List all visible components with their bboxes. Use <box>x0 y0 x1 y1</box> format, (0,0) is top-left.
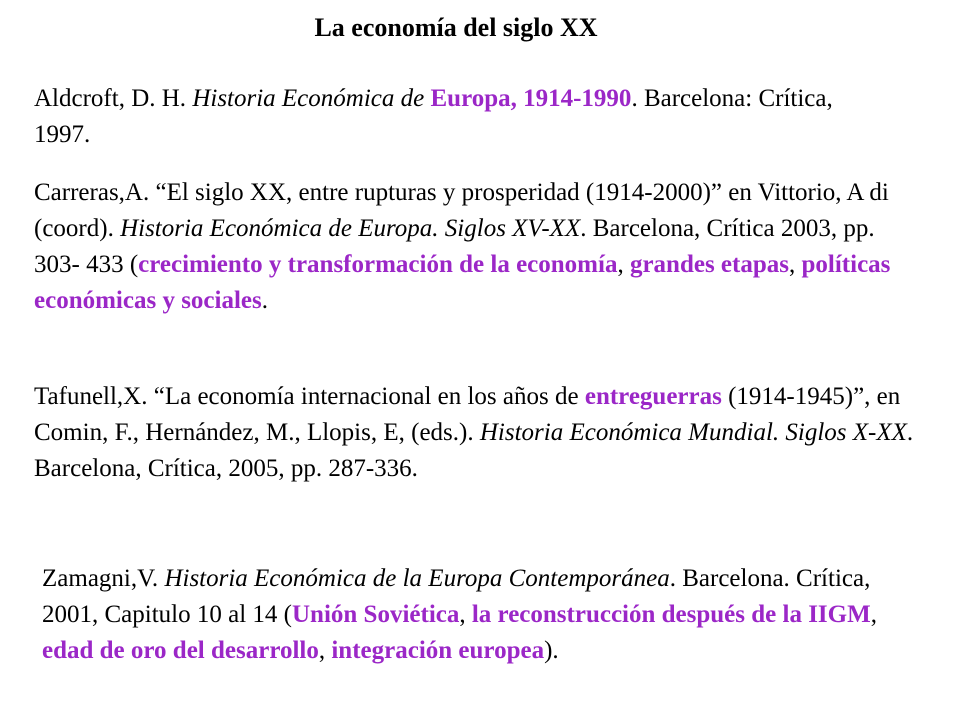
ref-topic-policies: políticas económicas y sociales <box>34 251 891 314</box>
ref-topic-stages: grandes etapas <box>629 251 789 278</box>
separator: , <box>870 601 877 628</box>
ref-book-title: Historia Económica Mundial. Siglos X-XX <box>479 419 907 446</box>
ref-highlight: Europa, 1914-1990 <box>430 85 632 112</box>
ref-book-title: Historia Económica de la Europa Contemporánea <box>164 565 670 592</box>
ref-topic-golden-age: edad de oro del desarrollo <box>42 637 319 664</box>
ref-topic-reconstruction: la reconstrucción después de la IIGM <box>471 601 871 628</box>
ref-topic-interwar: entreguerras <box>584 383 722 410</box>
ref-topic-soviet: Unión Soviética <box>291 601 460 628</box>
ref-topic-integration: integración europea <box>331 637 545 664</box>
separator: , <box>459 601 472 628</box>
ref-end: . <box>261 287 268 314</box>
separator: , <box>789 251 802 278</box>
ref-author: Tafunell,X. <box>34 383 148 410</box>
ref-publication: . Barcelona, Crítica, 2005, pp. 287-336. <box>34 419 914 482</box>
ref-author: Aldcroft, D. H. <box>34 85 187 112</box>
ref-end: ). <box>544 637 559 664</box>
ref-publication: . Barcelona: Crítica, 1997. <box>34 85 833 148</box>
ref-publication: . Barcelona. Crítica, 2001, Capitulo 10 al 14 ( <box>42 565 871 628</box>
separator: , <box>318 637 332 664</box>
reference-aldcroft <box>34 81 894 153</box>
reference-tafunell <box>34 379 914 487</box>
page-title: La economía del siglo XX <box>314 13 598 42</box>
ref-publication: . Barcelona, Crítica 2003, pp. 303- 433 ( <box>34 215 875 278</box>
separator: , <box>617 251 630 278</box>
ref-chapter: “La economía internacional en los años de <box>153 383 579 410</box>
reference-carreras <box>34 175 914 319</box>
ref-book-title: Historia Económica de <box>192 85 425 112</box>
ref-author: Zamagni,V. <box>42 565 159 592</box>
ref-author: Carreras,A. <box>34 179 150 206</box>
ref-chapter: “El siglo XX, entre rupturas y prosperidad (1914-2000)” en Vittorio, A di (coord). <box>34 179 889 242</box>
ref-book-title: Historia Económica de Europa. Siglos XV-XX <box>120 215 581 242</box>
ref-topic-growth: crecimiento y transformación de la economía <box>138 251 618 278</box>
reference-zamagni <box>42 561 922 669</box>
ref-chapter-rest: (1914-1945)”, en Comin, F., Hernández, M., Llopis, E, (eds.). <box>34 383 901 446</box>
